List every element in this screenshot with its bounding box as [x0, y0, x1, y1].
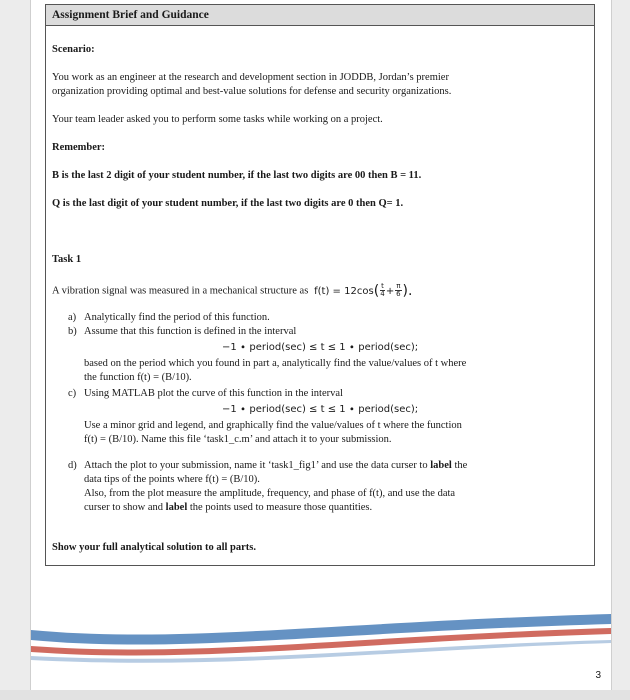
part-d-line1-pre: Attach the plot to your submission, name it ‘task1_fig1’ and use the data curser to [84, 460, 431, 471]
part-c-interval: −1 ∙ period(sec) ≤ t ≤ 1 ∙ period(sec); [222, 404, 419, 415]
scenario-text-line2: organization providing optimal and best-value solutions for defense and security organizations. [52, 86, 452, 97]
part-d-line1-post: the [451, 460, 468, 471]
task-intro: A vibration signal was measured in a mechanical structure as [52, 285, 309, 297]
brief-title: Assignment Brief and Guidance [46, 5, 594, 26]
task-intro-line [52, 283, 412, 299]
task-footer: Show your full analytical solution to all parts. [52, 542, 257, 553]
frac1-num: t [381, 282, 384, 290]
formula-rparen: ). [402, 282, 413, 299]
part-d-line1 [84, 459, 467, 473]
swoosh-blue [31, 614, 611, 645]
part-d-line2: data tips of the points where f(t) = (B/10). [84, 474, 260, 485]
part-b-interval: −1 ∙ period(sec) ≤ t ≤ 1 ∙ period(sec); [222, 342, 419, 353]
part-d-line4-post: the points used to measure those quantities. [187, 502, 373, 513]
part-b-line2: based on the period which you found in part a, analytically find the value/values of t where [84, 358, 467, 369]
assignment-brief-box [45, 4, 595, 566]
fraction-pi-over-6 [395, 283, 401, 298]
task-label: Task 1 [52, 254, 82, 265]
frac2-den: 6 [396, 290, 401, 298]
part-b-label: b) [68, 326, 77, 337]
b-rule: B is the last 2 digit of your student number, if the last two digits are 00 then B = 11. [52, 170, 422, 181]
part-c-label: c) [68, 388, 77, 399]
part-c-line1: Using MATLAB plot the curve of this function in the interval [84, 388, 343, 399]
viewer-bottom-bar [0, 690, 630, 700]
formula [311, 282, 413, 299]
frac1-den: 4 [380, 290, 385, 298]
formula-plus: + [385, 285, 395, 297]
page-number: 3 [595, 670, 601, 681]
formula-rhs: 12cos [344, 285, 374, 297]
part-c-line2: Use a minor grid and legend, and graphically find the value/values of t where the function [84, 420, 462, 431]
part-a-text: Analytically find the period of this function. [84, 312, 270, 323]
part-d-line4-pre: curser to show and [84, 502, 166, 513]
part-a-label: a) [68, 312, 77, 323]
scenario-text-line1: You work as an engineer at the research and development section in JODDB, Jordan’s premier [52, 72, 449, 83]
part-d-line4-bold: label [165, 502, 188, 513]
scenario-text-p2: Your team leader asked you to perform some tasks while working on a project. [52, 114, 383, 125]
remember-label: Remember: [52, 142, 106, 153]
q-rule: Q is the last digit of your student number, if the last two digits are 0 then Q= 1. [52, 198, 404, 209]
scenario-label: Scenario: [52, 44, 95, 55]
part-d-line4 [84, 501, 372, 515]
frac2-num: π [396, 282, 401, 290]
part-c-line3: f(t) = (B/10). Name this file ‘task1_c.m’ and attach it to your submission. [84, 434, 392, 445]
part-d-line1-bold: label [430, 460, 452, 471]
part-b-line1: Assume that this function is defined in the interval [84, 326, 297, 337]
part-d-line3: Also, from the plot measure the amplitude, frequency, and phase of f(t), and use the data [84, 488, 456, 499]
formula-lhs: f(t) [314, 285, 330, 297]
formula-lparen: ( [373, 282, 380, 299]
part-b-line3: the function f(t) = (B/10). [84, 372, 192, 383]
formula-eq: = [332, 285, 341, 297]
part-d-label: d) [68, 460, 77, 471]
document-page [30, 0, 612, 690]
footer-swoosh-decoration [31, 610, 611, 670]
fraction-t-over-4 [380, 283, 385, 298]
